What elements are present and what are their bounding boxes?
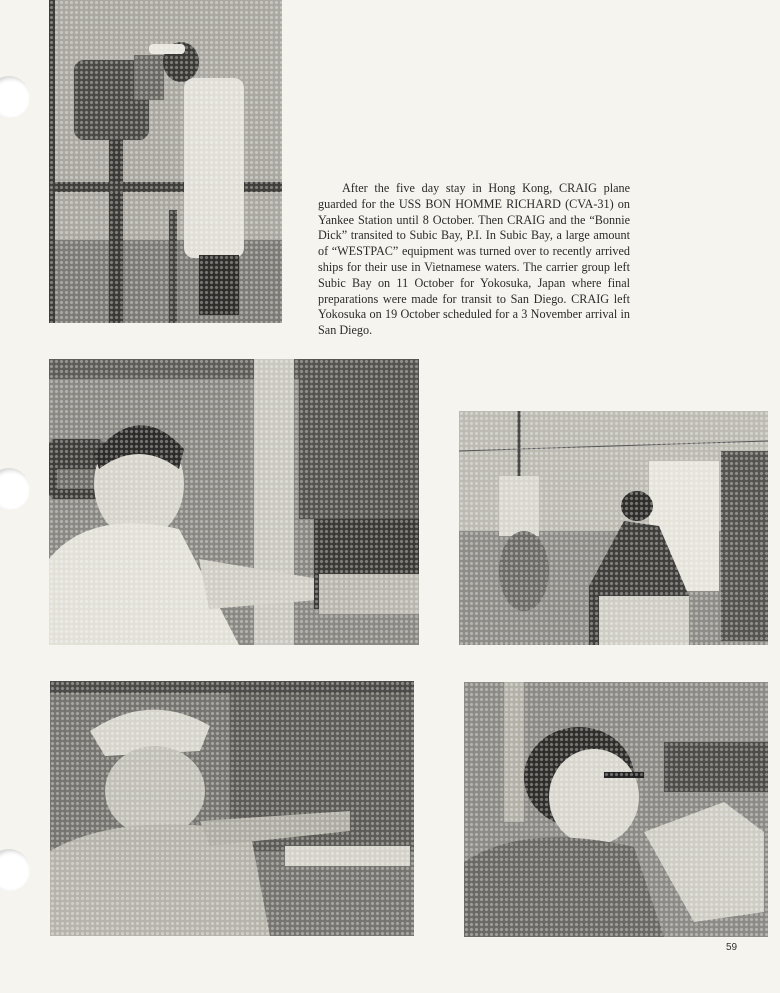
body-paragraph: After the five day stay in Hong Kong, CRAIG plane guarded for the USS BON HOMME RICHARD (CVA-31) on Yankee Station until 8 October. Then CRAIG and the “Bonnie Dick” transited to Subic Bay, P.I. In Subic Bay, a large amount of “WESTPAC” equipment was turned over to recently arrived ships for their use in Vietnamese waters. The carrier group left Subic Bay on 11 October for Yokosuka, Japan where final preparations were made for transit to San Diego. CRAIG left Yokosuka on 19 October scheduled for a 3 November arrival in San Diego.	[318, 181, 630, 338]
binder-hole-bottom	[0, 849, 30, 891]
photo-man-at-typewriter-art	[49, 359, 419, 645]
photo-officer-at-chart-art	[50, 681, 414, 936]
photo-man-at-typewriter	[49, 359, 419, 645]
binder-hole-top	[0, 76, 30, 118]
photo-sailor-with-glasses	[464, 682, 768, 937]
photo-officer-at-chart	[50, 681, 414, 936]
photo-sailor-on-deck	[459, 411, 768, 645]
photo-sailor-at-binoculars	[49, 0, 282, 323]
photo-sailor-with-glasses-art	[464, 682, 768, 937]
photo-sailor-on-deck-art	[459, 411, 768, 645]
binder-hole-middle	[0, 468, 30, 510]
page-number: 59	[726, 942, 738, 953]
photo-sailor-at-binoculars-art	[49, 0, 282, 323]
